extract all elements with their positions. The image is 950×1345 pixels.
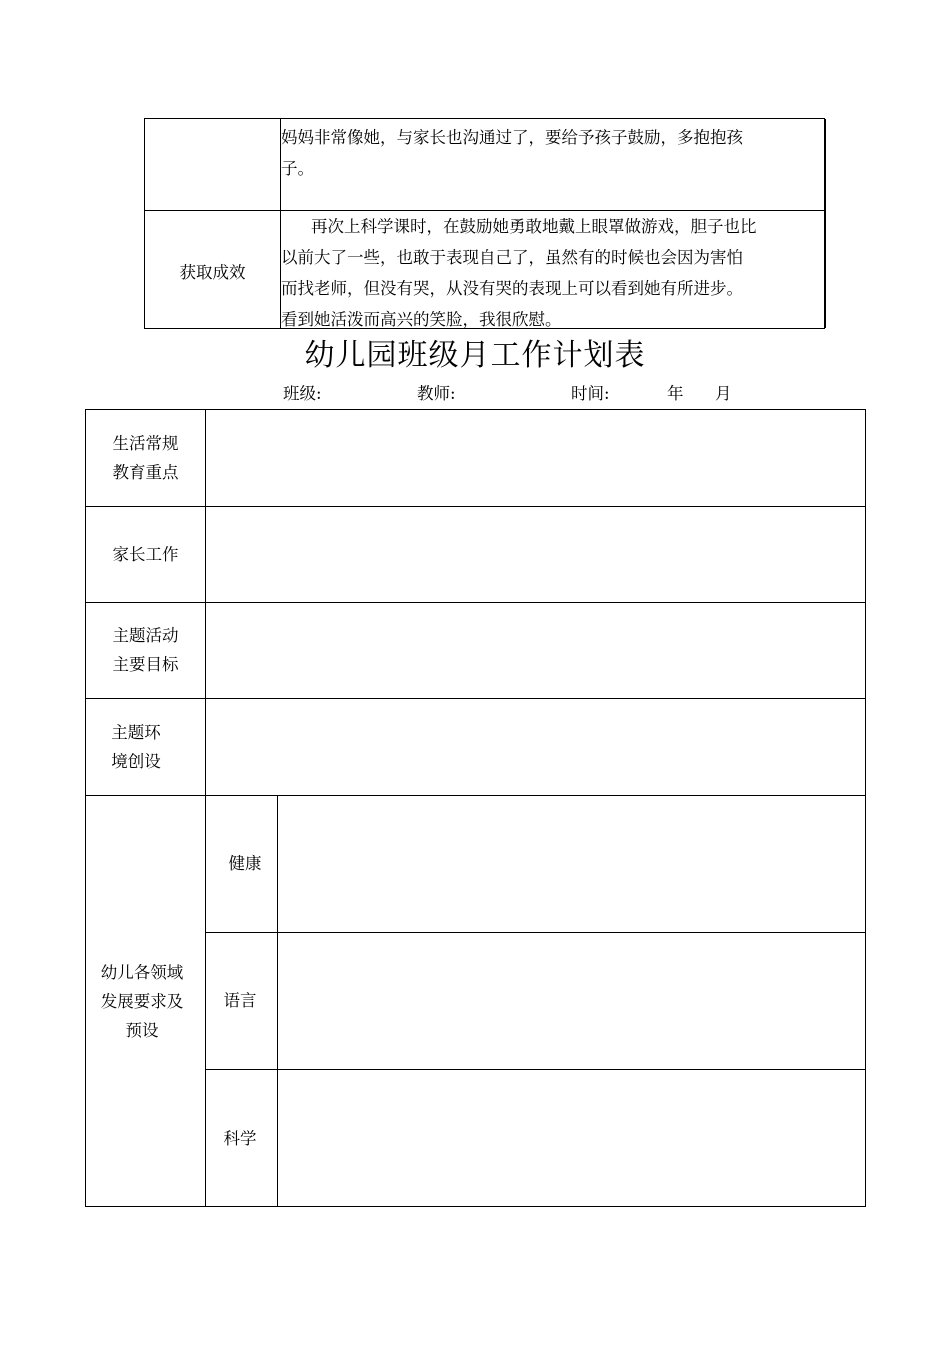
monthly-plan-table	[85, 409, 866, 1207]
label-theme-environment: 主题环 境创设	[111, 722, 161, 771]
results-label: 获取成效	[179, 262, 246, 282]
right-border	[824, 119, 826, 328]
label-domain-development: 幼儿各领域 发展要求及 预设	[100, 962, 184, 1040]
label-theme-goals: 主题活动 主要目标	[112, 626, 179, 674]
page-title: 幼儿园班级月工作计划表	[304, 338, 646, 373]
label-domain-health: 健康	[228, 854, 262, 873]
results-text: 再次上科学课时，在鼓励她勇敢地戴上眼罩做游戏，胆子也比 以前大了一些，也敢于表现自己了，虽然有的时候也会因为害怕 而找老师，但没有哭，从没有哭的表现上可以看到她有所进步。 看到她活泼而高兴的笑脸，我很欣慰。	[281, 217, 757, 329]
label-domain-language: 语言	[223, 991, 257, 1010]
previous-record-table	[144, 118, 825, 329]
year-label: 年	[667, 384, 684, 403]
label-daily-routine: 生活常规 教育重点	[112, 434, 179, 482]
field-parent-work[interactable]	[206, 507, 866, 602]
field-domain-language[interactable]	[278, 933, 866, 1069]
month-label: 月	[715, 384, 732, 403]
time-label: 时间:	[571, 384, 610, 403]
teacher-label: 教师:	[417, 384, 456, 403]
class-label: 班级:	[283, 384, 322, 403]
field-domain-health[interactable]	[278, 796, 866, 932]
field-theme-environment[interactable]	[206, 699, 866, 795]
label-domain-science: 科学	[223, 1128, 257, 1148]
field-theme-goals[interactable]	[206, 603, 866, 698]
label-parent-work: 家长工作	[112, 544, 179, 564]
field-daily-routine[interactable]	[206, 410, 866, 506]
field-domain-science[interactable]	[278, 1070, 866, 1206]
measures-text: 妈妈非常像她，与家长也沟通过了，要给予孩子鼓励，多抱抱孩 子。	[281, 128, 743, 178]
